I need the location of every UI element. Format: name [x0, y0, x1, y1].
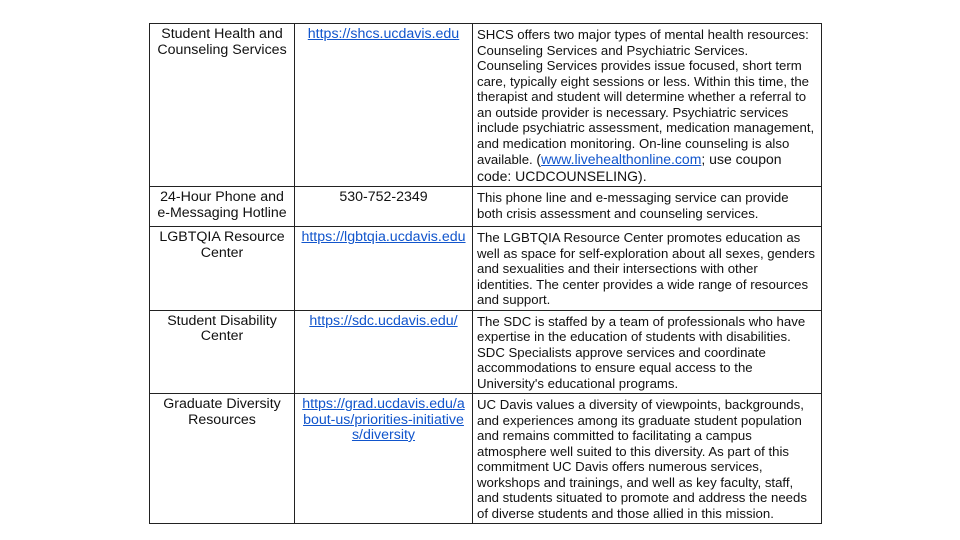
coupon-code-text: ; use coupon code: UCDCOUNSELING). — [477, 151, 782, 184]
resource-name: 24-Hour Phone and e-Messaging Hotline — [157, 189, 287, 221]
lgbtqia-link[interactable]: https://lgbtqia.ucdavis.edu — [301, 229, 466, 245]
resource-name: Student Disability Center — [167, 312, 277, 344]
resource-name-cell — [150, 310, 295, 394]
paren-open: ( — [536, 151, 542, 167]
resource-name: LGBTQIA Resource Center — [159, 229, 285, 261]
table-row — [150, 187, 822, 227]
resource-link-cell — [295, 227, 473, 311]
resource-description: The LGBTQIA Resource Center promotes education as well as space for self-exploration about all sexes, genders and sexualities and their intersections with other identities. The center provides a wide range of resources and support. — [477, 230, 815, 307]
resource-description: The SDC is staffed by a team of professionals who have expertise in the education of students with disabilities. SDC Specialists approve services and coordinate accommodations to ensure equal access to the University's educational programs. — [477, 313, 806, 391]
hotline-phone-number: 530-752-2349 — [339, 189, 428, 205]
resource-link-cell — [295, 24, 473, 187]
table-row — [150, 24, 822, 187]
resource-description: SHCS offers two major types of mental health resources: Counseling Services and Psychiatric Services. Counseling Services provides issue focused, short term care, typically eight sessions or less. Within this time, the therapist and student will determine whether a referral to an outside provider is necessary. Psychiatric services include psychiatric assessment, medication management, and medication monitoring. On-line counseling is also available. — [477, 27, 815, 167]
resource-description: This phone line and e-messaging service can provide both crisis assessment and counseling services. — [477, 190, 789, 221]
table-row — [150, 227, 822, 311]
resource-link-cell — [295, 394, 473, 524]
table-row — [150, 310, 822, 394]
resource-description: UC Davis values a diversity of viewpoints, backgrounds, and experiences among its graduate student population and remains committed to facilitating a campus atmosphere well suited to this diversity. As part of this commitment UC Davis offers numerous services, workshops and trainings, and well as key faculty, staff, and students situated to promote and address the needs of diverse students and those allied in this mission. — [477, 397, 807, 521]
resource-description-cell — [473, 24, 822, 187]
resource-name-cell — [150, 187, 295, 227]
shcs-link[interactable]: https://shcs.ucdavis.edu — [307, 26, 460, 42]
resource-name: Student Health and Counseling Services — [157, 26, 287, 58]
resource-name-cell — [150, 227, 295, 311]
livehealthonline-link[interactable]: www.livehealthonline.com — [541, 151, 702, 167]
resource-link-cell — [295, 310, 473, 394]
resource-name: Graduate Diversity Resources — [163, 396, 281, 428]
resource-description-cell — [473, 310, 822, 394]
resource-name-cell — [150, 24, 295, 187]
resource-name-cell — [150, 394, 295, 524]
resource-phone-cell — [295, 187, 473, 227]
sdc-link[interactable]: https://sdc.ucdavis.edu/ — [309, 312, 458, 329]
resource-description-cell — [473, 227, 822, 311]
resource-description-cell — [473, 187, 822, 227]
table-row — [150, 394, 822, 524]
resource-description-cell — [473, 394, 822, 524]
resources-table — [149, 23, 822, 524]
grad-diversity-link[interactable]: https://grad.ucdavis.edu/about-us/priorities-initiatives/diversity — [302, 396, 465, 443]
